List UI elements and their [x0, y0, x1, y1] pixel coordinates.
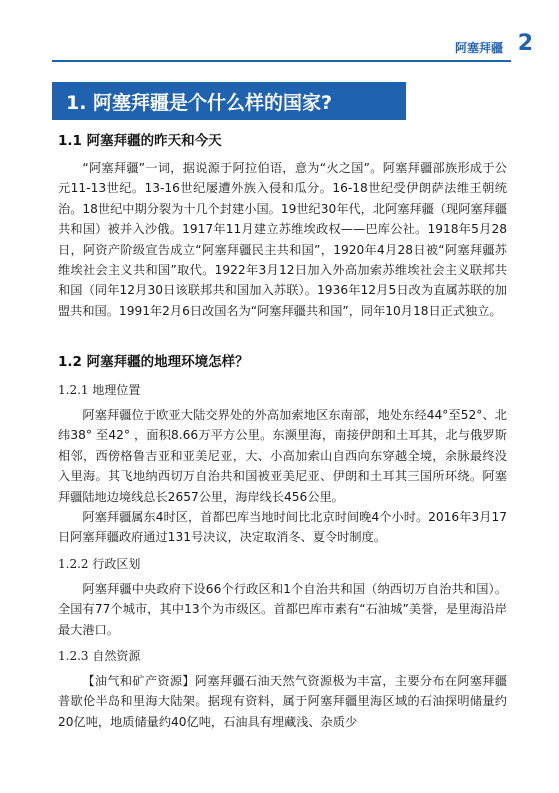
header-rule [52, 60, 511, 62]
subsection-heading-1-2-2: 1.2.2 行政区划 [58, 557, 141, 571]
section-heading-1-1: 1.1 阿塞拜疆的昨天和今天 [58, 133, 222, 149]
administrative-division-paragraph: 阿塞拜疆中央政府下设66个行政区和1个自治共和国（纳西切万自治共和国）。全国有77个城市，其中13个为市级区。首都巴库市素有“石油城”美誉，是里海沿岸最大港口。 [58, 582, 507, 637]
section-heading-1-2: 1.2 阿塞拜疆的地理环境怎样？ [58, 354, 249, 370]
running-header-title: 阿塞拜疆 [454, 41, 503, 55]
page-number: 2 [517, 31, 533, 56]
chapter-title: 1. 阿塞拜疆是个什么样的国家? [66, 92, 333, 114]
timezone-paragraph: 阿塞拜疆属东4时区，首都巴库当地时间比北京时间晚4个小时。2016年3月17日阿塞拜疆政府通过131号决议，决定取消冬、夏令时制度。 [58, 510, 507, 545]
natural-resources-paragraph: 【油气和矿产资源】阿塞拜疆石油天然气资源极为丰富，主要分布在阿塞拜疆普歇伦半岛和里海大陆架。据现有资料，属于阿塞拜疆里海区域的石油探明储量约20亿吨，地质储量约40亿吨，石油具有埋藏浅、杂质少 [58, 674, 507, 729]
subsection-heading-1-2-3: 1.2.3 自然资源 [58, 649, 141, 663]
section-1-1-paragraph: “阿塞拜疆”一词，据说源于阿拉伯语，意为“火之国”。阿塞拜疆部族形成于公元11-13世纪。13-16世纪屡遭外族入侵和瓜分。16-18世纪受伊朗萨法维王朝统治。18世纪中期分裂为十几个封建小国。19世纪30年代，北阿塞拜疆（现阿塞拜疆共和国）被并入沙俄。1917年11月建立苏维埃政权——巴库公社。1918年5月28日，阿资产阶级宣告成立“阿塞拜疆民主共和国”，1920年4月28日被“阿塞拜疆苏维埃社会主义共和国”取代。1922年3月12日加入外高加索苏维埃社会主义联邦共和国（同年12月30日该联邦共和国加入苏联）。1936年12月5日改为直属苏联的加盟共和国。1991年2月6日改国名为“阿塞拜疆共和国”，同年10月18日正式独立。 [58, 161, 507, 318]
location-paragraph: 阿塞拜疆位于欧亚大陆交界处的外高加索地区东南部，地处东经44°至52°、北纬38° 至42° ，面积8.66万平方公里。东濒里海，南接伊朗和土耳其，北与俄罗斯相邻，西傍格鲁吉亚和亚美尼亚，大、小高加索山自西向东穿越全境，余脉最终没入里海。其飞地纳西切万自治共和国被亚美尼亚、伊朗和土耳其三国所环绕。阿塞拜疆陆地边境线总长2657公里，海岸线长456公里。 [58, 408, 507, 504]
subsection-heading-1-2-1: 1.2.1 地理位置 [58, 383, 141, 397]
